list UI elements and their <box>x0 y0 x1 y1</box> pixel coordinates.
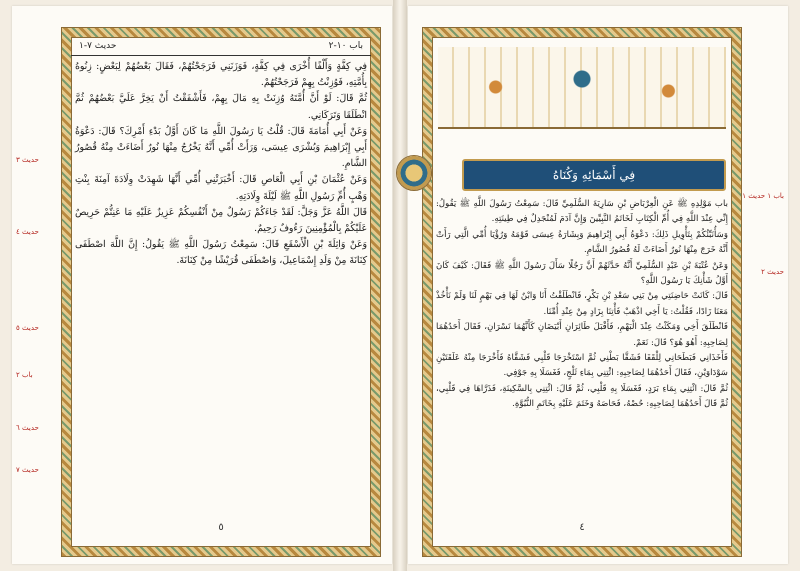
ornamental-border <box>423 28 741 556</box>
hadith-range: حديث ٧-١ <box>79 41 117 51</box>
chapter-title-banner <box>462 159 726 191</box>
body-text <box>75 59 367 270</box>
margin-note: حديث ٣ <box>16 156 39 164</box>
paragraph: وَعَنْ وَاثِلَةَ بْنِ الْأَسْقَعِ قَالَ: سَمِعْتُ رَسُولَ اللَّهِ ﷺ يَقُولُ: إِنَّ اللَّهَ اصْطَفَى كِنَانَةَ مِنْ وَلَدِ إِسْمَاعِيلَ، وَاصْطَفَى قُرَيْشًا مِنْ كِنَانَةَ. <box>75 239 367 267</box>
margin-note: حديث ٤ <box>16 228 39 236</box>
page-number: ٥ <box>218 522 224 533</box>
paragraph: فَانْطَلَقَ أَخِي وَمَكَثْتُ عِنْدَ الْبَهْمِ، فَأَقْبَلَ طَائِرَانِ أَبْيَضَانِ كَأَنَّهُمَا نَسْرَانِ، فَقَالَ أَحَدُهُمَا لِصَاحِبِهِ: أَهُوَ هُوَ؟ قَالَ: نَعَمْ. <box>436 322 728 348</box>
page-number: ٤ <box>579 522 585 533</box>
right-page <box>408 6 788 564</box>
chapter-title: فِي أَسْمَائِهِ وَكُنَاهُ <box>552 168 636 182</box>
paragraph: ثُمَّ قَالَ: لَوْ أَنَّ أُمَّتَهُ وُزِنَتْ بِهِ مَالَ بِهِمْ، فَأَشْفَقْتُ أَنْ يَخِرَّ عَلَيَّ بَعْضُهُمْ ثُمَّ انْطَلَقَا وَتَرَكَانِي. <box>75 93 367 121</box>
margin-note: حديث ٦ <box>16 424 39 432</box>
ornamental-header-band <box>438 47 726 129</box>
margin-note: حديث ٢ <box>761 268 784 276</box>
left-margin-notes <box>16 6 56 564</box>
chapter-range: باب ١٠-٢ <box>328 41 363 51</box>
margin-note: حديث ٥ <box>16 324 39 332</box>
paragraph: وَعَنْ عُتْبَةَ بْنِ عَبْدٍ السُّلَمِيِّ أَنَّهُ حَدَّثَهُمْ أَنَّ رَجُلًا سَأَلَ رَسُولَ اللَّهِ ﷺ فَقَالَ: كَيْفَ كَانَ أَوَّلُ شَأْنِكَ يَا رَسُولَ اللَّهِ؟ <box>436 260 728 287</box>
paragraph: باب مَوْلِدِهِ ﷺ عَنِ الْعِرْبَاضِ بْنِ سَارِيَةَ السُّلَمِيِّ قَالَ: سَمِعْتُ رَسُولَ اللَّهِ ﷺ يَقُولُ: إِنِّي عِنْدَ اللَّهِ فِي أُمِّ الْكِتَابِ لَخَاتَمُ النَّبِيِّينَ وَإِنَّ آدَمَ لَمُنْجَدِلٌ فِي طِينَتِهِ. <box>436 199 728 225</box>
paragraph: وَعَنْ أَبِي أُمَامَةَ قَالَ: قُلْتُ يَا رَسُولَ اللَّهِ مَا كَانَ أَوَّلُ بَدْءِ أَمْرِكَ؟ قَالَ: دَعْوَةُ أَبِي إِبْرَاهِيمَ وَبُشْرَى عِيسَى، وَرَأَتْ أُمِّي أَنَّهُ يَخْرُجُ مِنْهَا نُورٌ أَضَاءَتْ مِنْهُ قُصُورُ الشَّامِ. <box>75 125 367 170</box>
paragraph: ثُمَّ قَالَ: ائْتِنِي بِمَاءِ بَرَدٍ، فَغَسَلَا بِهِ قَلْبِي، ثُمَّ قَالَ: ائْتِنِي بِالسَّكِينَةِ، فَذَرَّاهَا فِي قَلْبِي، ثُمَّ قَالَ أَحَدُهُمَا لِصَاحِبِهِ: حُصْهُ، فَحَاصَهُ وَخَتَمَ عَلَيْهِ بِخَاتَمِ النُّبُوَّةِ. <box>436 383 728 410</box>
left-page <box>12 6 392 564</box>
margin-note: باب ١ حديث ١ <box>742 192 784 200</box>
medallion-ornament <box>396 155 432 191</box>
paragraph: وَعَنْ عُثْمَانَ بْنِ أَبِي الْعَاصِ قَالَ: أَخْبَرَتْنِي أُمِّي أَنَّهَا شَهِدَتْ وِلَادَةَ آمِنَةَ بِنْتِ وَهْبٍ أُمِّ رَسُولِ اللَّهِ ﷺ لَيْلَةَ وِلَادَتِهِ. <box>75 174 367 202</box>
paragraph: قَالَ: كَانَتْ حَاضِنَتِي مِنْ بَنِي سَعْدِ بْنِ بَكْرٍ، فَانْطَلَقْتُ أَنَا وَابْنٌ لَهَا فِي بَهْمٍ لَنَا وَلَمْ نَأْخُذْ مَعَنَا زَادًا، فَقُلْتُ: يَا أَخِي اذْهَبْ فَأْتِنَا بِزَادٍ مِنْ عِنْدِ أُمِّنَا. <box>436 291 728 317</box>
right-margin-notes <box>744 6 784 564</box>
margin-note: حديث ٧ <box>16 466 39 474</box>
body-text <box>436 197 728 413</box>
paragraph: فَأَخَذَانِي فَبَطَحَانِي لِلْقَفَا فَشَقَّا بَطْنِي ثُمَّ اسْتَخْرَجَا قَلْبِي فَشَقَّاهُ فَأَخْرَجَا مِنْهُ عَلَقَتَيْنِ سَوْدَاوَيْنِ، فَقَالَ أَحَدُهُمَا لِصَاحِبِهِ: ائْتِنِي بِمَاءِ ثَلْجٍ، فَغَسَلَا بِهِ جَوْفِي. <box>436 353 728 379</box>
ornamental-border <box>62 28 380 556</box>
book-gutter <box>393 0 407 571</box>
running-header <box>71 37 371 56</box>
paragraph: قَالَ اللَّهُ عَزَّ وَجَلَّ: لَقَدْ جَاءَكُمْ رَسُولٌ مِنْ أَنْفُسِكُمْ عَزِيزٌ عَلَيْهِ مَا عَنِتُّمْ حَرِيصٌ عَلَيْكُمْ بِالْمُؤْمِنِينَ رَءُوفٌ رَحِيمٌ. <box>75 206 367 235</box>
margin-note: باب ٢ <box>16 371 33 379</box>
paragraph: فِي كِفَّةٍ وَأَلْفًا أُخْرَى فِي كِفَّةٍ، فَوَزَنَنِي فَرَجَحْتُهُمْ، فَقَالَ بَعْضُهُمْ لِبَعْضٍ: زِنُوهُ بِأُمَّتِهِ، فَوُزِنْتُ بِهِمْ فَرَجَحْتُهُمْ. <box>75 61 367 89</box>
paragraph: وَسَأُنَبِّئُكُمْ بِتَأْوِيلِ ذَلِكَ: دَعْوَةُ أَبِي إِبْرَاهِيمَ وَبِشَارَةُ عِيسَى قَوْمَهُ وَرُؤْيَا أُمِّي الَّتِي رَأَتْ أَنَّهُ خَرَجَ مِنْهَا نُورٌ أَضَاءَتْ لَهُ قُصُورُ الشَّامِ. <box>436 229 728 256</box>
